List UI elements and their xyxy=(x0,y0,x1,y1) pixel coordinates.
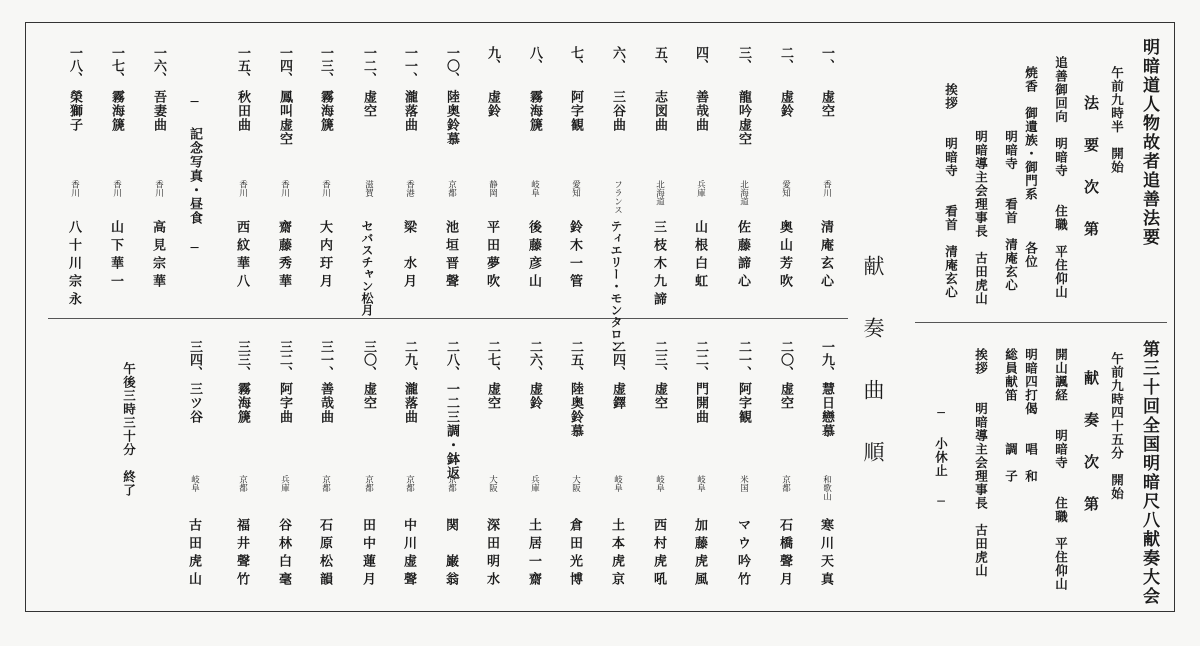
concert-line: 開山諷経 明暗寺 住職 平住仰山 xyxy=(1053,348,1069,591)
entry-pref: 北海道 xyxy=(654,180,665,206)
entry-piece: 陸奥鈴慕 xyxy=(444,90,459,146)
entry-pref: 岐阜 xyxy=(612,475,623,492)
entry-num: 二四、 xyxy=(610,340,625,379)
entry-piece: 虚空 xyxy=(778,382,793,410)
concert-line: 総員献笛 調 子 xyxy=(1003,348,1019,483)
entry-name: ティエリー・モンタロン xyxy=(609,220,623,352)
entry-name: 倉田光博 xyxy=(567,518,582,590)
entry-piece: 慧日戀慕 xyxy=(819,382,834,438)
entry-piece: 霧海篪 xyxy=(527,90,542,132)
entry-num: 三、 xyxy=(736,46,751,72)
entry-piece: 霧海篪 xyxy=(109,90,124,132)
entry-name: 石橋聲月 xyxy=(777,518,792,590)
end-time: 午後三時三十分 終了 xyxy=(121,362,137,497)
entry-num: 五、 xyxy=(652,46,667,72)
entry-piece: 吾妻曲 xyxy=(151,90,166,132)
entry-num: 一六、 xyxy=(151,46,166,85)
divider-program xyxy=(48,318,848,319)
entry-num: 三三、 xyxy=(235,340,250,379)
entry-piece: 虚空 xyxy=(361,382,376,410)
entry-piece: 鳳叫虚空 xyxy=(277,90,292,146)
entry-num: 二九、 xyxy=(402,340,417,379)
entry-piece: 秋田曲 xyxy=(235,90,250,132)
entry-num: 二八、 xyxy=(444,340,459,379)
entry-num: 一九、 xyxy=(819,340,834,379)
memorial-line: 明暗導主会理事長 古田虎山 xyxy=(973,130,989,306)
entry-num: 一五、 xyxy=(235,46,250,85)
entry-piece: 虚空 xyxy=(485,382,500,410)
entry-num: 六、 xyxy=(610,46,625,72)
entry-piece: 善哉曲 xyxy=(693,90,708,132)
entry-name: 深田明水 xyxy=(484,518,499,590)
entry-piece: 虚鈴 xyxy=(485,90,500,118)
entry-num: 四、 xyxy=(693,46,708,72)
entry-pref: 岐阜 xyxy=(189,475,200,492)
entry-pref: 兵庫 xyxy=(695,180,706,197)
entry-pref: 岐阜 xyxy=(654,475,665,492)
entry-num: 一七、 xyxy=(109,46,124,85)
entry-name: 池垣晋聲 xyxy=(443,220,458,292)
entry-piece: 榮獅子 xyxy=(67,90,82,132)
entry-piece: 善哉曲 xyxy=(318,382,333,424)
entry-pref: フランス xyxy=(612,180,623,214)
entry-name: 山下華一 xyxy=(108,220,123,292)
entry-name: 三枝木九諦 xyxy=(651,220,666,310)
entry-pref: 兵庫 xyxy=(529,475,540,492)
entry-name: 奥山芳吹 xyxy=(777,220,792,292)
entry-name: 清庵玄心 xyxy=(818,220,833,292)
entry-pref: 香川 xyxy=(69,180,80,197)
entry-name: 平田夢吹 xyxy=(484,220,499,292)
entry-piece: 虚空 xyxy=(361,90,376,118)
entry-piece: 瀧落曲 xyxy=(402,382,417,424)
entry-pref: 愛知 xyxy=(570,180,581,197)
entry-num: 二、 xyxy=(778,46,793,72)
entry-pref: 米国 xyxy=(738,475,749,492)
entry-piece: 霧海篪 xyxy=(235,382,250,424)
entry-pref: 京都 xyxy=(446,180,457,197)
entry-pref: 滋賀 xyxy=(363,180,374,197)
entry-piece: 阿字観 xyxy=(568,90,583,132)
entry-piece: ─ 記念写真・昼食 ─ xyxy=(187,95,202,257)
entry-num: 二七、 xyxy=(485,340,500,379)
entry-pref: 香港 xyxy=(404,180,415,197)
entry-name: 石原松韻 xyxy=(317,518,332,590)
entry-pref: 香川 xyxy=(279,180,290,197)
entry-piece: 龍吟虚空 xyxy=(736,90,751,146)
divider-right xyxy=(915,322,1167,323)
entry-pref: 岐阜 xyxy=(695,475,706,492)
entry-num: 三〇、 xyxy=(361,340,376,379)
entry-num: 九、 xyxy=(485,46,500,72)
entry-name: 谷林白毫 xyxy=(276,518,291,590)
entry-pref: 愛知 xyxy=(780,180,791,197)
concert-line: 明暗四打偈 唱 和 xyxy=(1023,348,1039,483)
entry-piece: 瀧落曲 xyxy=(402,90,417,132)
entry-pref: 和歌山 xyxy=(821,475,832,501)
entry-name: 寒川天真 xyxy=(818,518,833,590)
entry-pref: 香川 xyxy=(320,180,331,197)
entry-num: 二六、 xyxy=(527,340,542,379)
entry-name: 山根白虹 xyxy=(692,220,707,292)
entry-name: 齋藤秀華 xyxy=(276,220,291,292)
entry-pref: 京都 xyxy=(446,475,457,492)
memorial-time: 午前九時半 開始 xyxy=(1109,66,1125,174)
entry-piece: 虚鐸 xyxy=(610,382,625,410)
entry-name: 土居一齋 xyxy=(526,518,541,590)
memorial-heading: 法 要 次 第 xyxy=(1082,95,1100,242)
entry-pref: 大阪 xyxy=(570,475,581,492)
entry-piece: 三ツ谷 xyxy=(187,382,202,424)
entry-num: 一〇、 xyxy=(444,46,459,85)
entry-pref: 京都 xyxy=(363,475,374,492)
entry-piece: 阿字曲 xyxy=(277,382,292,424)
entry-name: 関 巌翁 xyxy=(443,518,458,590)
entry-piece: 虚鈴 xyxy=(527,382,542,410)
entry-pref: 香川 xyxy=(111,180,122,197)
entry-piece: 志図曲 xyxy=(652,90,667,132)
entry-num: 一一、 xyxy=(402,46,417,85)
entry-name: 福井聲竹 xyxy=(234,518,249,590)
entry-piece: 虚空 xyxy=(819,90,834,118)
entry-pref: 兵庫 xyxy=(279,475,290,492)
entry-num: 一、 xyxy=(819,46,834,72)
entry-pref: 北海道 xyxy=(738,180,749,206)
entry-piece: 一二三調・鉢返 xyxy=(444,382,459,480)
memorial-line: 焼香 御遺族・御門系 各位 xyxy=(1023,66,1039,269)
entry-pref: 京都 xyxy=(320,475,331,492)
entry-name: 中川虚聲 xyxy=(401,518,416,590)
entry-num: 八、 xyxy=(527,46,542,72)
entry-name: 佐藤諦心 xyxy=(735,220,750,292)
concert-time: 午前九時四十五分 開始 xyxy=(1109,352,1125,501)
entry-pref: 静岡 xyxy=(487,180,498,197)
entry-name: マウ吟竹 xyxy=(735,518,750,590)
entry-pref: 京都 xyxy=(404,475,415,492)
memorial-line: 追善御回向 明暗寺 住職 平住仰山 xyxy=(1053,56,1069,299)
entry-piece: 三谷曲 xyxy=(610,90,625,132)
entry-pref: 香川 xyxy=(821,180,832,197)
entry-num: 一四、 xyxy=(277,46,292,85)
entry-name: 西紋華八 xyxy=(234,220,249,292)
concert-title: 第三十回全国明暗尺八献奏大会 xyxy=(1139,340,1159,606)
entry-num: 七、 xyxy=(568,46,583,72)
break-note: ─ 小休止 ─ xyxy=(933,405,949,510)
entry-num: 三四、 xyxy=(187,340,202,379)
entry-num: 一八、 xyxy=(67,46,82,85)
entry-name: 八十川宗永 xyxy=(66,220,81,310)
entry-piece: 霧海篪 xyxy=(318,90,333,132)
entry-num: 二二、 xyxy=(693,340,708,379)
program-title: 献 奏 曲 順 xyxy=(861,255,885,472)
entry-pref: 香川 xyxy=(237,180,248,197)
entry-pref: 京都 xyxy=(237,475,248,492)
memorial-line: 明暗寺 看首 清庵玄心 xyxy=(1003,130,1019,292)
entry-piece: 門開曲 xyxy=(693,382,708,424)
entry-name: 土本虎京 xyxy=(609,518,624,590)
entry-name: 古田虎山 xyxy=(186,518,201,590)
entry-num: 一二、 xyxy=(361,46,376,85)
entry-name: 加藤虎風 xyxy=(692,518,707,590)
entry-pref: 京都 xyxy=(780,475,791,492)
entry-name: 梁 水月 xyxy=(401,220,416,292)
entry-num: 三二、 xyxy=(277,340,292,379)
entry-pref: 香川 xyxy=(153,180,164,197)
concert-line: 挨拶 明暗導主会理事長 古田虎山 xyxy=(973,348,989,578)
entry-piece: 阿字観 xyxy=(736,382,751,424)
memorial-title: 明暗道人物故者追善法要 xyxy=(1139,38,1159,247)
entry-pref: 岐阜 xyxy=(529,180,540,197)
entry-num: 二〇、 xyxy=(778,340,793,379)
memorial-line: 挨拶 明暗寺 看首 清庵玄心 xyxy=(943,83,959,299)
entry-name: 大内玗月 xyxy=(317,220,332,292)
entry-name: 鈴木一管 xyxy=(567,220,582,292)
entry-num: 二三、 xyxy=(652,340,667,379)
entry-num: 二一、 xyxy=(736,340,751,379)
entry-pref: 大阪 xyxy=(487,475,498,492)
entry-name: 田中蓮月 xyxy=(360,518,375,590)
entry-name: 高見宗華 xyxy=(150,220,165,292)
entry-piece: 虚空 xyxy=(652,382,667,410)
concert-heading: 献 奏 次 第 xyxy=(1082,370,1100,517)
entry-name: 後藤彦山 xyxy=(526,220,541,292)
entry-num: 三一、 xyxy=(318,340,333,379)
entry-name: セバスチャン松月 xyxy=(360,220,374,316)
entry-name: 西村虎吼 xyxy=(651,518,666,590)
entry-piece: 陸奥鈴慕 xyxy=(568,382,583,438)
entry-num: 一三、 xyxy=(318,46,333,85)
entry-piece: 虚鈴 xyxy=(778,90,793,118)
entry-num: 二五、 xyxy=(568,340,583,379)
